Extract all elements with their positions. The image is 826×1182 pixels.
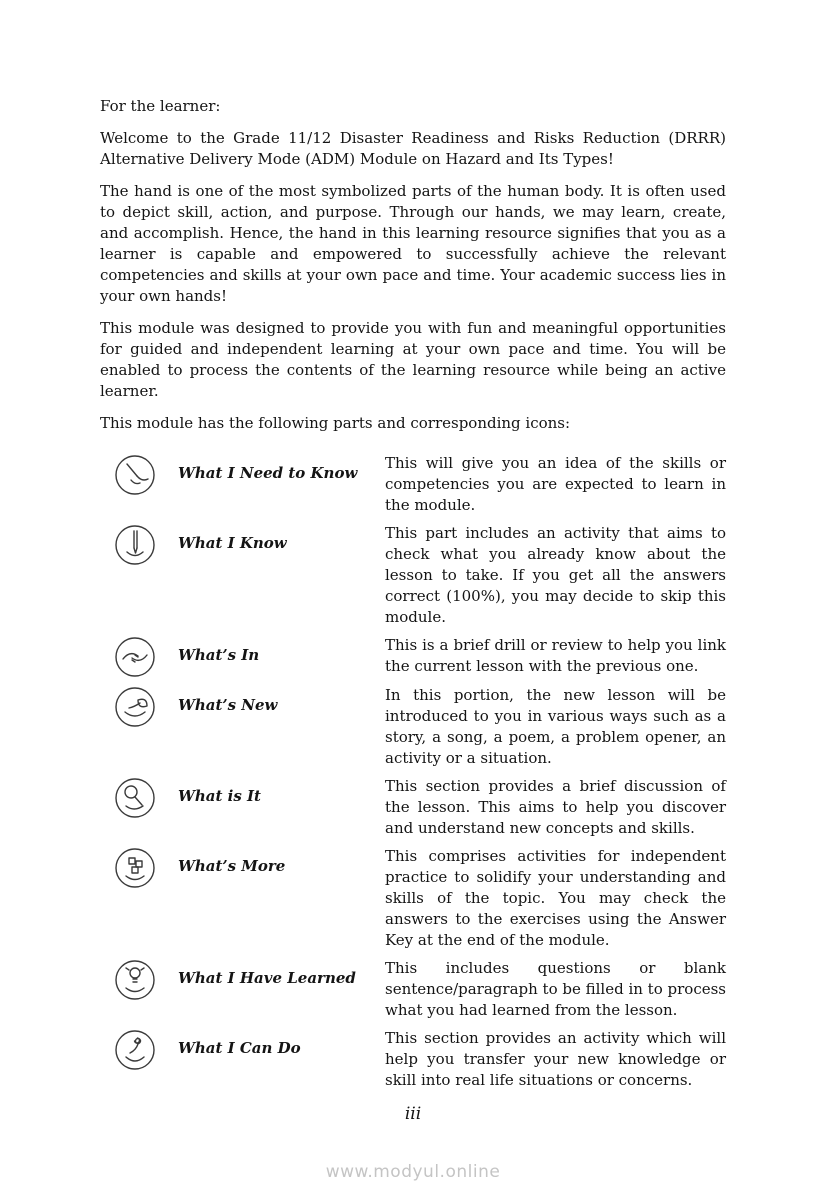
guide-description: In this portion, the new lesson will be introduced to you in various ways such as a story, a song, a poem, a problem opener, an activity or a situation. xyxy=(385,686,726,767)
paragraph-icons-intro: This module has the following parts and corresponding icons: xyxy=(100,414,571,432)
icon-cell xyxy=(100,523,178,628)
guide-description: This section provides an activity which will help you transfer your new knowledge or skill into real life situations or concerns. xyxy=(385,1029,726,1089)
magnifying-glass-hand-icon xyxy=(114,777,156,819)
guide-description: This will give you an idea of the skills or competencies you are expected to learn in the module. xyxy=(385,454,726,514)
icon-cell xyxy=(100,635,178,678)
joined-hands-icon xyxy=(114,636,156,678)
salutation: For the learner: xyxy=(100,97,221,115)
paragraph-welcome: Welcome to the Grade 11/12 Disaster Readiness and Risks Reduction (DRRR) Alternative Delivery Mode (ADM) Module on Hazard and Its Types! xyxy=(100,129,726,168)
guide-description: This is a brief drill or review to help you link the current lesson with the previous one. xyxy=(385,636,726,675)
guide-description: This section provides a brief discussion of the lesson. This aims to help you discover and understand new concepts and skills. xyxy=(385,777,726,837)
hand-with-flower-icon xyxy=(114,1029,156,1071)
icon-cell xyxy=(100,453,178,516)
hand-with-blocks-icon xyxy=(114,847,156,889)
paragraph-module-design: This module was designed to provide you with fun and meaningful opportunities for guided and independent learning at your own pace and time. You will be enabled to process the contents of the learning resource while being an active learner. xyxy=(100,319,726,400)
watermark: www.modyul.online xyxy=(325,1162,501,1182)
guide-description: This part includes an activity that aims to check what you already know about the lesson to take. If you get all the answers correct (100%), you may decide to skip this module. xyxy=(385,524,726,626)
hand-with-pencil-icon xyxy=(114,524,156,566)
paragraph-hand-symbolism: The hand is one of the most symbolized parts of the human body. It is often used to depict skill, action, and purpose. Through our hands, we may learn, create, and accomplish. Hence, the hand in this learning resource signifies that you as a learner is capable and empowered to successfully achieve the relevant competencies and skills at your own pace and time. Your academic success lies in your own hands! xyxy=(100,182,726,305)
guide-description: This includes questions or blank sentence/paragraph to be filled in to process what you had learned from the lesson. xyxy=(385,959,726,1019)
icon-cell xyxy=(100,776,178,839)
guide-label: What’s New xyxy=(178,696,278,714)
guide-label: What’s In xyxy=(178,646,260,664)
pointing-hand-icon xyxy=(114,454,156,496)
icon-cell xyxy=(100,1028,178,1091)
icon-cell xyxy=(100,958,178,1021)
hand-with-lightbulb-icon xyxy=(114,959,156,1001)
hand-with-leaf-icon xyxy=(114,686,156,728)
icon-cell xyxy=(100,685,178,769)
icon-guide-table xyxy=(100,453,726,1091)
guide-label: What I Can Do xyxy=(178,1039,301,1057)
guide-label: What is It xyxy=(178,787,261,805)
icon-cell xyxy=(100,846,178,951)
guide-label: What’s More xyxy=(178,857,286,875)
guide-label: What I Have Learned xyxy=(178,969,356,987)
guide-label: What I Know xyxy=(178,534,287,552)
page-number: iii xyxy=(404,1104,422,1124)
guide-label: What I Need to Know xyxy=(178,464,358,482)
guide-description: This comprises activities for independent practice to solidify your understanding and skills of the topic. You may check the answers to the exercises using the Answer Key at the end of the module. xyxy=(385,847,726,949)
